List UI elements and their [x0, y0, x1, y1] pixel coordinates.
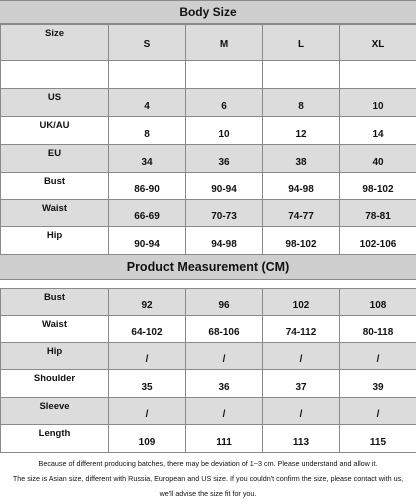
table-cell: 94-98	[263, 173, 340, 200]
table-cell: 96	[186, 289, 263, 316]
table-cell: 10	[186, 117, 263, 145]
table-cell: 90-94	[186, 173, 263, 200]
table-cell: 78-81	[340, 200, 416, 227]
table-cell: 102-106	[340, 227, 416, 255]
row-label: UK/AU	[1, 117, 109, 145]
table-row	[1, 425, 416, 453]
table-cell: 92	[109, 289, 186, 316]
table-row	[1, 316, 416, 343]
table-cell: 80-118	[340, 316, 416, 343]
header-cell: S	[109, 25, 186, 61]
table-cell: 115	[340, 425, 416, 453]
row-label: Bust	[1, 173, 109, 200]
table-cell: 94-98	[186, 227, 263, 255]
table-cell: 36	[186, 370, 263, 398]
footer-note	[0, 456, 416, 504]
table-row	[1, 289, 416, 316]
spacer-row	[1, 61, 416, 89]
table-row	[1, 173, 416, 200]
table-cell: 4	[109, 89, 186, 117]
table-cell: 35	[109, 370, 186, 398]
header-cell: L	[263, 25, 340, 61]
table-cell: 66-69	[109, 200, 186, 227]
table-cell: 14	[340, 117, 416, 145]
table-cell: /	[109, 343, 186, 370]
footer-line: Because of different producing batches, there may be deviation of 1~3 cm. Please understand and allow it.	[38, 459, 378, 468]
table-cell: 70-73	[186, 200, 263, 227]
row-label: Waist	[1, 200, 109, 227]
header-cell: M	[186, 25, 263, 61]
body-size-title: Body Size	[0, 0, 416, 24]
table-cell: 40	[340, 145, 416, 173]
table-cell: 74-112	[263, 316, 340, 343]
table-cell: /	[340, 343, 416, 370]
table-cell: 12	[263, 117, 340, 145]
table-cell: 113	[263, 425, 340, 453]
header-cell: Size	[1, 25, 109, 61]
header-cell: XL	[340, 25, 416, 61]
table-row	[1, 370, 416, 398]
table-cell: 109	[109, 425, 186, 453]
table-cell: /	[340, 398, 416, 425]
body-size-table	[0, 24, 416, 255]
table-cell: 98-102	[340, 173, 416, 200]
table-row	[1, 200, 416, 227]
row-label: Length	[1, 425, 109, 453]
table-cell: /	[186, 343, 263, 370]
table-cell: 64-102	[109, 316, 186, 343]
table-row	[1, 89, 416, 117]
row-label: EU	[1, 145, 109, 173]
row-label: Waist	[1, 316, 109, 343]
table-cell: 90-94	[109, 227, 186, 255]
table-cell: 108	[340, 289, 416, 316]
table-cell: 8	[263, 89, 340, 117]
table-cell: /	[186, 398, 263, 425]
table-cell: 68-106	[186, 316, 263, 343]
table-header-row	[1, 25, 416, 61]
product-measurement-table	[0, 288, 416, 453]
row-label: Hip	[1, 343, 109, 370]
row-label: Bust	[1, 289, 109, 316]
table-cell: 34	[109, 145, 186, 173]
table-row	[1, 227, 416, 255]
table-cell: /	[109, 398, 186, 425]
table-row	[1, 117, 416, 145]
table-cell: /	[263, 343, 340, 370]
table-row	[1, 145, 416, 173]
table-row	[1, 343, 416, 370]
table-cell: 74-77	[263, 200, 340, 227]
table-cell: 38	[263, 145, 340, 173]
footer-line: The size is Asian size, different with Russia, European and US size. If you couldn't confirm the size, please contact with us,	[12, 474, 404, 483]
row-label: Shoulder	[1, 370, 109, 398]
table-cell: /	[263, 398, 340, 425]
table-cell: 86-90	[109, 173, 186, 200]
table-row	[1, 398, 416, 425]
table-cell: 98-102	[263, 227, 340, 255]
row-label: US	[1, 89, 109, 117]
table-cell: 39	[340, 370, 416, 398]
table-cell: 8	[109, 117, 186, 145]
table-cell: 111	[186, 425, 263, 453]
footer-line: we'll advise the size fit for you.	[159, 489, 257, 498]
row-label: Sleeve	[1, 398, 109, 425]
table-cell: 102	[263, 289, 340, 316]
row-label: Hip	[1, 227, 109, 255]
table-cell: 10	[340, 89, 416, 117]
table-cell: 6	[186, 89, 263, 117]
product-measurement-title: Product Measurement (CM)	[0, 254, 416, 280]
table-cell: 36	[186, 145, 263, 173]
table-cell: 37	[263, 370, 340, 398]
